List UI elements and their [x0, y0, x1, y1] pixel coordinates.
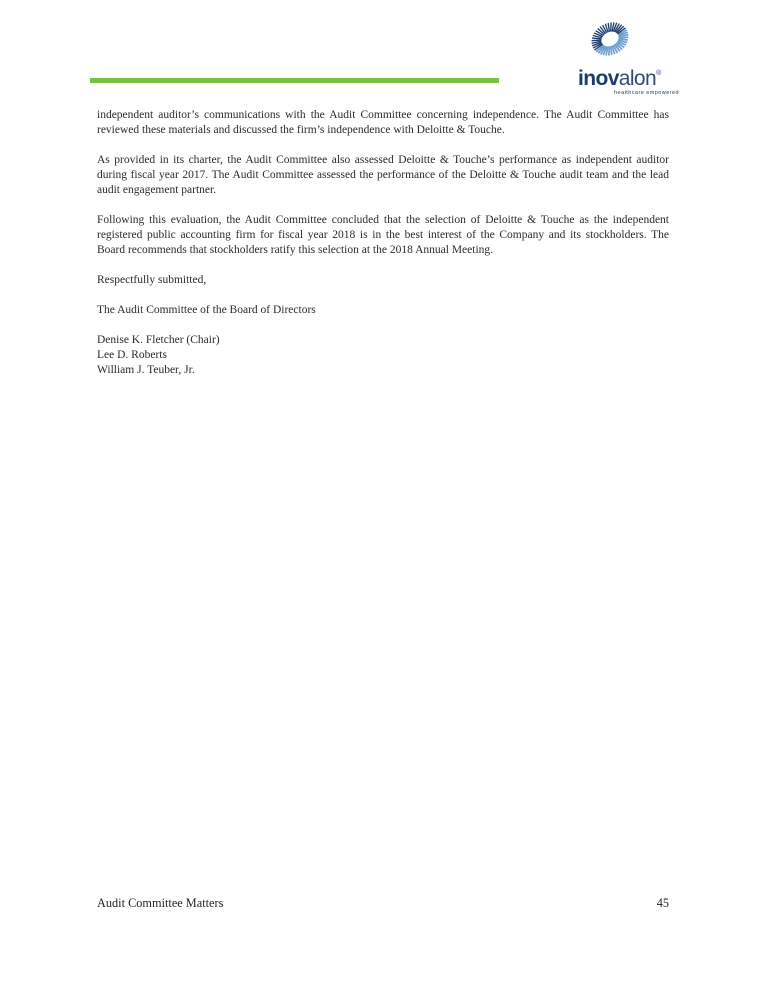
header-divider-rule [90, 78, 499, 83]
signatory-name: Lee D. Roberts [97, 349, 167, 361]
page-footer [97, 896, 669, 911]
signature-block [97, 333, 669, 378]
footer-section-title: Audit Committee Matters [97, 896, 224, 910]
logo-burst-icon [588, 16, 632, 62]
logo-wordmark-bold: inov [578, 67, 619, 90]
paragraph-line: Board recommends that stockholders ratify this selection at the 2018 Annual Meeting. [97, 244, 494, 256]
paragraph-line: Following this evaluation, the Audit Committee concluded that the selection of Deloitte & Touche as the independent [97, 214, 669, 226]
logo-wordmark [578, 63, 682, 89]
footer-page-number: 45 [656, 896, 669, 910]
paragraph-line: As provided in its charter, the Audit Committee also assessed Deloitte & Touche’s performance as independent auditor [97, 154, 669, 166]
logo-wordmark-light: alon [618, 67, 657, 90]
paragraph-line: independent auditor’s communications with the Audit Committee concerning independence. The Audit Committee has [97, 109, 669, 121]
logo-tagline: healthcare empowered [614, 90, 679, 96]
paragraph [97, 108, 669, 138]
paragraph-line: audit engagement partner. [97, 184, 217, 196]
closing-line: Respectfully submitted, [97, 274, 207, 286]
signatory-name: William J. Teuber, Jr. [97, 364, 195, 376]
paragraph-line: registered public accounting firm for fiscal year 2018 is in the best interest of the Company and its stockholders. The [97, 229, 669, 241]
paragraph-line: during fiscal year 2017. The Audit Committee assessed the performance of the Deloitte & Touche audit team and the lead [97, 169, 669, 181]
committee-line: The Audit Committee of the Board of Directors [97, 304, 316, 316]
registered-trademark-icon: ® [656, 70, 662, 77]
paragraph [97, 213, 669, 258]
paragraph-line: reviewed these materials and discussed the firm’s independence with Deloitte & Touche. [97, 124, 505, 136]
inovalon-logo [578, 16, 682, 96]
document-body [97, 108, 669, 378]
paragraph [97, 153, 669, 198]
signatory-name: Denise K. Fletcher (Chair) [97, 334, 220, 346]
